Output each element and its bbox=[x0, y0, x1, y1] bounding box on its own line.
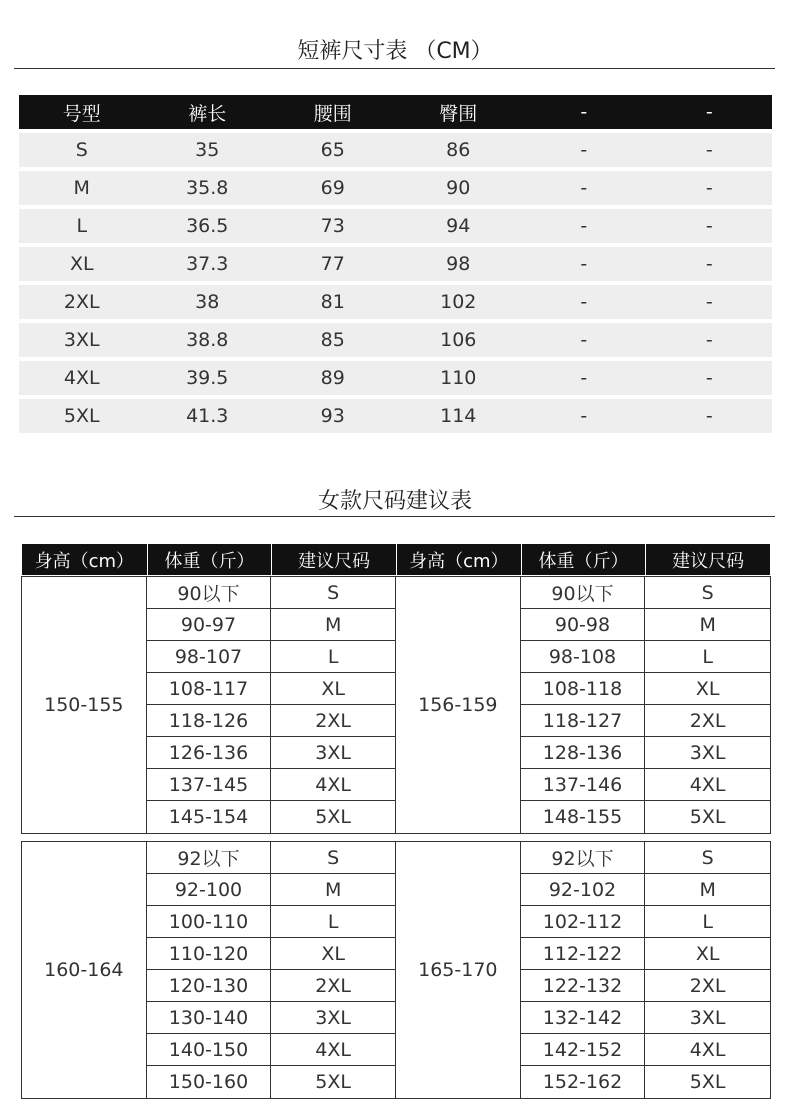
table-cell: 77 bbox=[320, 253, 345, 275]
table-cell: - bbox=[580, 177, 588, 199]
weight-range-cell: 137-146 bbox=[521, 769, 646, 801]
table-cell: M bbox=[73, 177, 90, 199]
table-cell: 93 bbox=[320, 405, 345, 427]
weight-range-cell: 92-100 bbox=[147, 874, 272, 906]
recommended-size-cell: S bbox=[271, 842, 396, 874]
recommended-size-cell: 3XL bbox=[271, 1002, 396, 1034]
table-cell: - bbox=[580, 215, 588, 237]
header-cell: 体重（斤） bbox=[147, 544, 272, 575]
recommended-size-cell: 5XL bbox=[271, 801, 396, 833]
weight-range-cell: 102-112 bbox=[521, 906, 646, 938]
table-cell: 114 bbox=[440, 405, 477, 427]
table-cell: 106 bbox=[440, 329, 477, 351]
recommended-size-cell: 2XL bbox=[271, 970, 396, 1002]
table-cell: 35 bbox=[195, 139, 220, 161]
recommended-size-cell: S bbox=[645, 842, 770, 874]
weight-range-cell: 90以下 bbox=[147, 577, 272, 609]
table-cell: 86 bbox=[446, 139, 471, 161]
header-cell: 号型 bbox=[62, 102, 101, 125]
header-cell: - bbox=[580, 101, 588, 123]
table-cell: 98 bbox=[446, 253, 471, 275]
table-cell: - bbox=[705, 405, 713, 427]
table-cell: 41.3 bbox=[186, 405, 229, 427]
women-size-chart-title: 女款尺码建议表 bbox=[317, 489, 472, 514]
table-cell: - bbox=[580, 367, 588, 389]
weight-range-cell: 108-117 bbox=[147, 673, 272, 705]
table-row bbox=[19, 361, 772, 395]
table-row bbox=[19, 209, 772, 243]
weight-range-cell: 145-154 bbox=[147, 801, 272, 833]
table-cell: - bbox=[705, 367, 713, 389]
table-cell: 94 bbox=[446, 215, 471, 237]
weight-range-cell: 90-97 bbox=[147, 609, 272, 641]
weight-range-cell: 126-136 bbox=[147, 737, 272, 769]
recommended-size-cell: L bbox=[645, 641, 770, 673]
table-row bbox=[19, 399, 772, 433]
table-cell: 110 bbox=[440, 367, 477, 389]
table-cell: 90 bbox=[446, 177, 471, 199]
table-cell: 36.5 bbox=[186, 215, 229, 237]
divider bbox=[14, 516, 775, 517]
recommended-size-cell: 3XL bbox=[645, 1002, 770, 1034]
weight-range-cell: 142-152 bbox=[521, 1034, 646, 1066]
recommendation-block bbox=[21, 841, 771, 1099]
recommended-size-cell: 3XL bbox=[645, 737, 770, 769]
recommended-size-cell: 2XL bbox=[645, 970, 770, 1002]
height-range-cell: 156-159 bbox=[396, 577, 521, 833]
weight-range-cell: 118-126 bbox=[147, 705, 272, 737]
weight-range-cell: 150-160 bbox=[147, 1066, 272, 1098]
weight-range-cell: 128-136 bbox=[521, 737, 646, 769]
table-cell: 39.5 bbox=[186, 367, 229, 389]
shorts-size-table bbox=[19, 95, 772, 437]
table-cell: 5XL bbox=[63, 405, 100, 427]
recommended-size-cell: S bbox=[271, 577, 396, 609]
weight-range-cell: 92-102 bbox=[521, 874, 646, 906]
table-header-row bbox=[19, 95, 772, 129]
table-cell: 81 bbox=[320, 291, 345, 313]
weight-range-cell: 152-162 bbox=[521, 1066, 646, 1098]
recommended-size-cell: XL bbox=[645, 938, 770, 970]
height-range-cell: 150-155 bbox=[22, 577, 147, 833]
recommended-size-cell: M bbox=[645, 874, 770, 906]
table-cell: 65 bbox=[320, 139, 345, 161]
weight-range-cell: 98-107 bbox=[147, 641, 272, 673]
weight-range-cell: 137-145 bbox=[147, 769, 272, 801]
header-cell: 腰围 bbox=[313, 102, 352, 125]
header-cell: 臀围 bbox=[439, 102, 478, 125]
weight-range-cell: 92以下 bbox=[521, 842, 646, 874]
table-cell: 2XL bbox=[63, 291, 100, 313]
table-cell: - bbox=[705, 215, 713, 237]
height-range-cell: 160-164 bbox=[22, 842, 147, 1098]
table-cell: 3XL bbox=[63, 329, 100, 351]
header-cell: 身高（cm） bbox=[396, 544, 521, 575]
recommended-size-cell: 3XL bbox=[271, 737, 396, 769]
header-cell: 裤长 bbox=[188, 102, 227, 125]
weight-range-cell: 108-118 bbox=[521, 673, 646, 705]
recommended-size-cell: M bbox=[271, 609, 396, 641]
header-cell: 身高（cm） bbox=[22, 544, 147, 575]
recommended-size-cell: 2XL bbox=[645, 705, 770, 737]
table-cell: 85 bbox=[320, 329, 345, 351]
shorts-size-chart-title: 短裤尺寸表 （CM） bbox=[297, 39, 493, 64]
recommended-size-cell: 4XL bbox=[271, 769, 396, 801]
recommended-size-cell: L bbox=[645, 906, 770, 938]
weight-range-cell: 112-122 bbox=[521, 938, 646, 970]
height-range-cell: 165-170 bbox=[396, 842, 521, 1098]
recommended-size-cell: M bbox=[271, 874, 396, 906]
table-cell: 38.8 bbox=[186, 329, 229, 351]
weight-range-cell: 98-108 bbox=[521, 641, 646, 673]
table-body bbox=[19, 133, 772, 433]
table-cell: - bbox=[705, 253, 713, 275]
table-cell: 73 bbox=[320, 215, 345, 237]
table-cell: XL bbox=[69, 253, 94, 275]
recommended-size-cell: XL bbox=[271, 673, 396, 705]
table-row bbox=[19, 171, 772, 205]
weight-range-cell: 90以下 bbox=[521, 577, 646, 609]
weight-range-cell: 90-98 bbox=[521, 609, 646, 641]
weight-range-cell: 130-140 bbox=[147, 1002, 272, 1034]
header-cell: 建议尺码 bbox=[271, 544, 396, 575]
table-cell: - bbox=[705, 291, 713, 313]
recommended-size-cell: XL bbox=[271, 938, 396, 970]
table-cell: - bbox=[580, 139, 588, 161]
recommended-size-cell: L bbox=[271, 641, 396, 673]
recommended-size-cell: 5XL bbox=[271, 1066, 396, 1098]
table-cell: - bbox=[580, 329, 588, 351]
table-cell: - bbox=[580, 405, 588, 427]
weight-range-cell: 132-142 bbox=[521, 1002, 646, 1034]
table-cell: 37.3 bbox=[186, 253, 229, 275]
divider bbox=[14, 68, 775, 69]
recommended-size-cell: 4XL bbox=[645, 769, 770, 801]
table-cell: 89 bbox=[320, 367, 345, 389]
table-row bbox=[19, 285, 772, 319]
recommended-size-cell: 2XL bbox=[271, 705, 396, 737]
table-cell: L bbox=[76, 215, 88, 237]
recommendation-block bbox=[21, 576, 771, 834]
header-cell: 体重（斤） bbox=[521, 544, 646, 575]
table-cell: 35.8 bbox=[186, 177, 229, 199]
table-cell: 4XL bbox=[63, 367, 100, 389]
recommended-size-cell: XL bbox=[645, 673, 770, 705]
table-cell: 38 bbox=[195, 291, 220, 313]
weight-range-cell: 122-132 bbox=[521, 970, 646, 1002]
weight-range-cell: 120-130 bbox=[147, 970, 272, 1002]
table-cell: - bbox=[580, 253, 588, 275]
weight-range-cell: 118-127 bbox=[521, 705, 646, 737]
recommended-size-cell: 5XL bbox=[689, 1071, 726, 1093]
table-cell: - bbox=[580, 291, 588, 313]
weight-range-cell: 92以下 bbox=[147, 842, 272, 874]
recommended-size-cell: M bbox=[645, 609, 770, 641]
recommendation-header-row bbox=[22, 544, 770, 575]
table-cell: - bbox=[705, 139, 713, 161]
table-cell: S bbox=[75, 139, 88, 161]
table-cell: 69 bbox=[320, 177, 345, 199]
header-cell: - bbox=[705, 101, 713, 123]
recommended-size-cell: 4XL bbox=[645, 1034, 770, 1066]
recommended-size-cell: S bbox=[645, 577, 770, 609]
table-cell: - bbox=[705, 329, 713, 351]
weight-range-cell: 140-150 bbox=[147, 1034, 272, 1066]
table-row bbox=[19, 323, 772, 357]
weight-range-cell: 100-110 bbox=[147, 906, 272, 938]
header-cell: 建议尺码 bbox=[645, 544, 770, 575]
table-cell: 102 bbox=[440, 291, 477, 313]
table-cell: - bbox=[705, 177, 713, 199]
recommended-size-cell: 5XL bbox=[689, 806, 726, 828]
weight-range-cell: 110-120 bbox=[147, 938, 272, 970]
recommended-size-cell: 4XL bbox=[271, 1034, 396, 1066]
table-row bbox=[19, 247, 772, 281]
recommended-size-cell: L bbox=[271, 906, 396, 938]
weight-range-cell: 148-155 bbox=[521, 801, 646, 833]
table-row bbox=[19, 133, 772, 167]
